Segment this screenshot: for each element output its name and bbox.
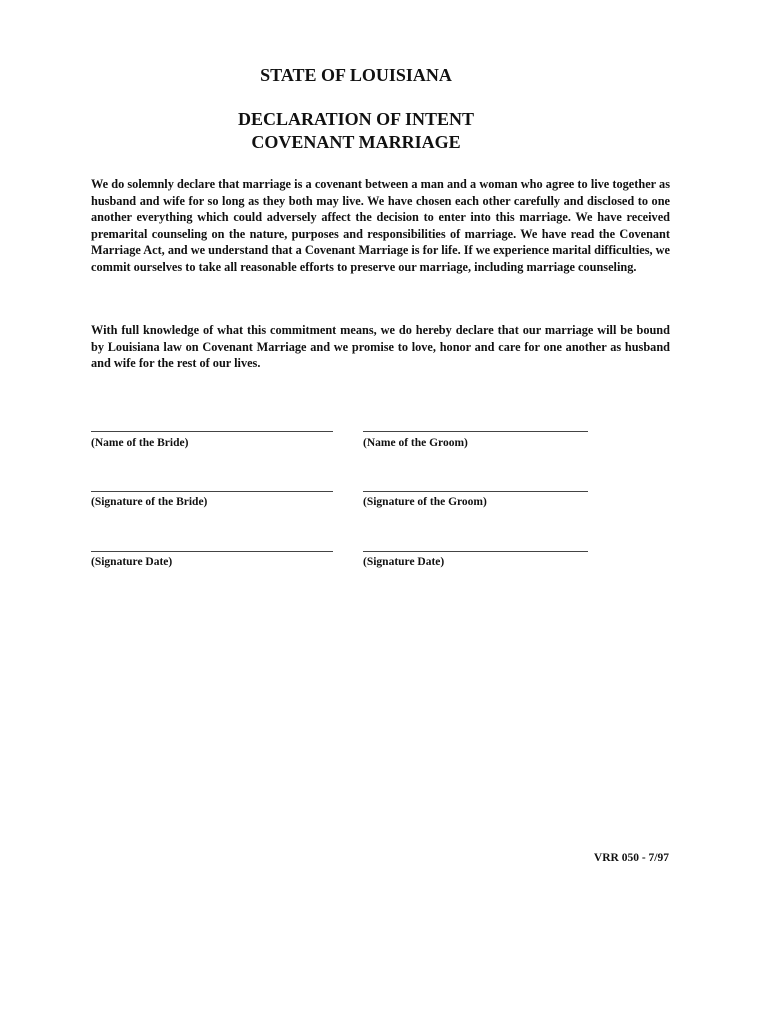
form-number: VRR 050 - 7/97 [593, 852, 669, 864]
bride-signature-label: (Signature of the Bride) [91, 496, 208, 508]
groom-signature-line[interactable] [363, 491, 588, 492]
groom-signature-label: (Signature of the Groom) [363, 496, 487, 508]
bride-name-line[interactable] [91, 431, 333, 432]
document-title-line2: COVENANT MARRIAGE [251, 132, 461, 152]
bride-name-label: (Name of the Bride) [91, 437, 189, 449]
bride-date-line[interactable] [91, 551, 333, 552]
groom-name-label: (Name of the Groom) [363, 437, 468, 449]
groom-name-line[interactable] [363, 431, 588, 432]
groom-date-label: (Signature Date) [363, 556, 445, 568]
state-heading: STATE OF LOUISIANA [260, 65, 452, 85]
commitment-paragraph: With full knowledge of what this commitment means, we do hereby declare that our marriage will be bound by Louisiana law on Covenant Marriage and we promise to love, honor and care for one another as husband and wife for the rest of our lives. [91, 323, 670, 371]
groom-date-line[interactable] [363, 551, 588, 552]
document-title-line1: DECLARATION OF INTENT [237, 109, 475, 129]
declaration-paragraph: We do solemnly declare that marriage is a covenant between a man and a woman who agree to live together as husband and wife for so long as they both may live. We have chosen each other carefully and disclosed to one another everything which could adversely affect the decision to enter into this marriage. We have received premarital counseling on the nature, purposes and responsibilities of marriage. We have read the Covenant Marriage Act, and we understand that a Covenant Marriage is for life. If we experience marital difficulties, we commit ourselves to take all reasonable efforts to preserve our marriage, including marriage counseling. [91, 177, 670, 274]
bride-signature-line[interactable] [91, 491, 333, 492]
bride-date-label: (Signature Date) [91, 556, 173, 568]
